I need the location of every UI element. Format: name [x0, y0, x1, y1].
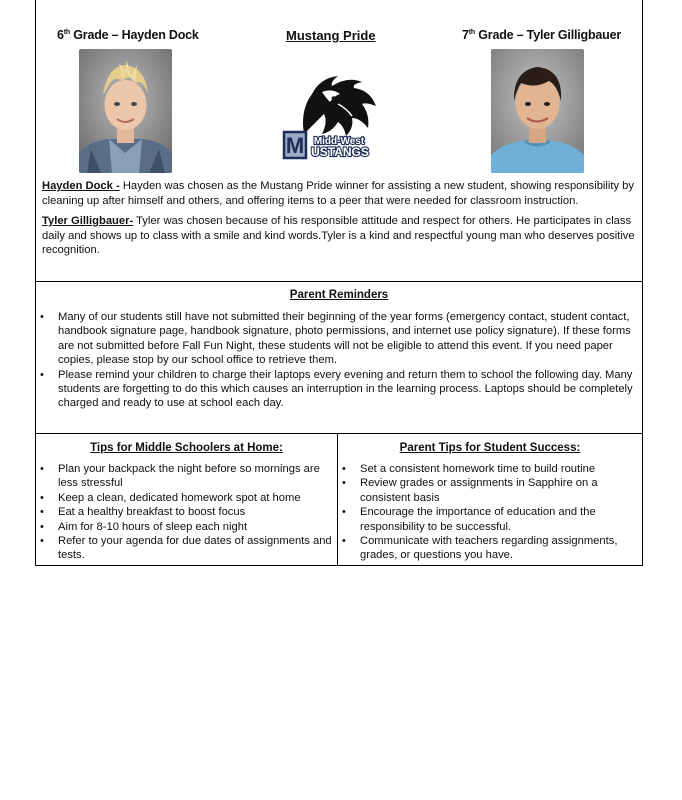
- list-item: • Plan your backpack the night before so mornings are less stressful: [36, 462, 334, 491]
- tips-parent-title: Parent Tips for Student Success:: [399, 442, 581, 454]
- left-grade-suffix: th: [63, 28, 70, 36]
- list-item: • Refer to your agenda for due dates of assignments and tests.: [36, 534, 334, 563]
- left-grade-number: 6: [57, 28, 64, 42]
- tips-home-title: Tips for Middle Schoolers at Home:: [90, 442, 283, 454]
- list-item: • Encourage the importance of education and the responsibility to be successful.: [338, 505, 636, 534]
- tyler-name-label: Tyler Gilligbauer-: [42, 215, 134, 227]
- newsletter-frame: [35, 0, 643, 566]
- tips-home-list: [36, 462, 334, 563]
- right-student-name: Grade – Tyler Gilligbauer: [474, 28, 621, 42]
- hayden-name-label: Hayden Dock -: [42, 180, 120, 192]
- page-title: Mustang Pride: [286, 28, 376, 43]
- student-photo-hayden: [79, 49, 172, 173]
- right-grade-number: 7: [462, 28, 469, 42]
- hayden-paragraph: [42, 179, 638, 208]
- tips-section: [36, 433, 642, 565]
- list-item: • Many of our students still have not submitted their beginning of the year forms (emergency contact, student contact, handbook signature page, handbook signature, photo permissions, and internet use policy signature). If these forms are not submitted before Fall Fun Night, these students will not be eligible to attend this event. If you need paper copies, please stop by our school office to retrieve them.: [36, 310, 636, 368]
- logo-text-bottom: USTANGS: [311, 145, 369, 159]
- right-student-header: [462, 28, 621, 42]
- mustang-pride-section: [36, 0, 642, 282]
- left-student-header: [57, 28, 199, 42]
- list-item: • Please remind your children to charge their laptops every evening and return them to school the following day. Many students are forgetting to do this which causes an interruption in the learning process. Laptops should be completely charged and ready to use at school each day.: [36, 368, 636, 411]
- left-student-name: Grade – Hayden Dock: [69, 28, 199, 42]
- list-item: • Eat a healthy breakfast to boost focus: [36, 505, 334, 519]
- logo-letter: M: [285, 133, 305, 158]
- list-item: • Review grades or assignments in Sapphire on a consistent basis: [338, 476, 636, 505]
- right-grade-suffix: th: [468, 28, 475, 36]
- parent-reminders-section: [36, 281, 642, 434]
- list-item: • Set a consistent homework time to build routine: [338, 462, 636, 476]
- hayden-description: Hayden was chosen as the Mustang Pride winner for assisting a new student, showing responsibility by cleaning up after himself and others, and offering items to a peer that were needed for classroom instruction.: [42, 180, 634, 207]
- parent-reminders-title: Parent Reminders: [289, 289, 389, 301]
- mustangs-logo: [282, 70, 378, 162]
- tips-parent-list: [338, 462, 636, 563]
- tyler-description: Tyler was chosen because of his responsible attitude and respect for others. He participates in class daily and shows up to class with a smile and kind words.Tyler is a kind and respectful young man who deserves positive recognition.: [42, 215, 635, 256]
- logo-text-top: Midd-West: [313, 136, 365, 147]
- student-photo-tyler: [491, 49, 584, 173]
- list-item: • Communicate with teachers regarding assignments, grades, or questions you have.: [338, 534, 636, 563]
- tyler-paragraph: [42, 214, 638, 258]
- list-item: • Keep a clean, dedicated homework spot at home: [36, 491, 334, 505]
- list-item: • Aim for 8-10 hours of sleep each night: [36, 520, 334, 534]
- reminders-list: [36, 310, 636, 411]
